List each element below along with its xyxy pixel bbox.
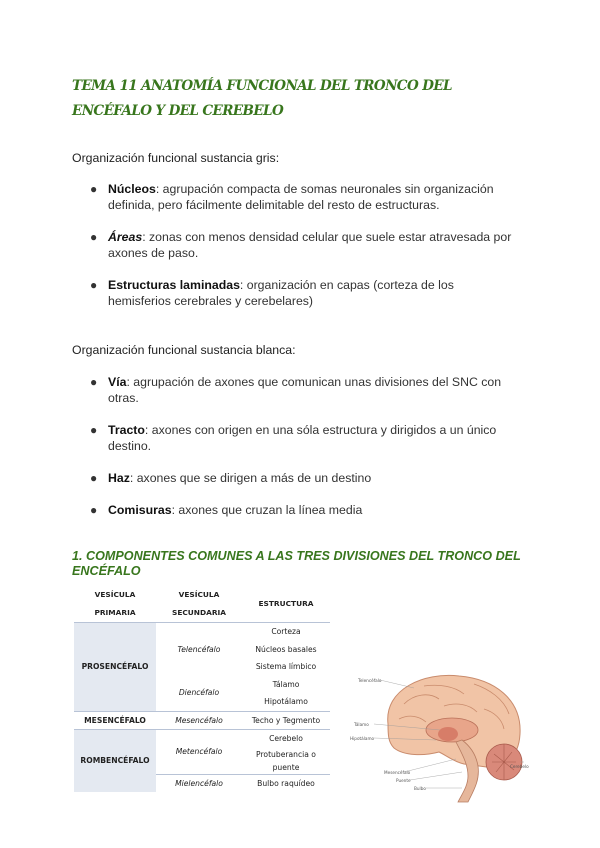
brain-label-cerebelo: Cerebelo [510, 764, 529, 769]
table-row [74, 711, 330, 730]
term: Núcleos [108, 182, 156, 196]
cell-diencefalo: Diencéfalo [178, 688, 220, 698]
term: Áreas [108, 230, 143, 244]
cell-estructura: Bulbo raquídeo [242, 774, 330, 792]
header-secundaria: VESÍCULA SECUNDARIA [172, 590, 226, 617]
cell-prosencefalo: PROSENCÉFALO [74, 623, 156, 712]
bullet-icon: ● [90, 375, 98, 389]
cell-estructura: Núcleos basales [255, 644, 317, 654]
list-item [90, 229, 520, 261]
definition: : axones que se dirigen a más de un destino [129, 471, 372, 485]
list-item [90, 374, 520, 406]
term: Tracto [108, 423, 145, 437]
term: Vía [108, 375, 127, 389]
gris-list [90, 181, 520, 309]
vesiculas-table [74, 586, 330, 792]
definition: : agrupación de axones que comunican unas divisiones del SNC con otras. [108, 375, 502, 405]
list-item [90, 502, 520, 518]
brain-label-mesencefalo: Mesencéfalo [384, 770, 411, 775]
definition: : axones que cruzan la línea media [171, 503, 363, 517]
cell-estructura: Hipotálamo [264, 697, 308, 706]
brain-label-hipotalamo: Hipotálamo [350, 736, 375, 741]
cell-estructura: Tálamo [272, 679, 300, 689]
brain-label-telencefalo: Telencéfalo [358, 678, 382, 683]
definition: : axones con origen en una sóla estructura y dirigidos a un único destino. [108, 423, 497, 453]
cell-metencefalo: Metencéfalo [156, 730, 242, 775]
term: Comisuras [108, 503, 172, 517]
bullet-icon: ● [90, 230, 98, 244]
cell-estructura: Sistema límbico [255, 662, 317, 671]
blanca-list [90, 374, 520, 518]
table-row [74, 730, 330, 748]
bullet-icon: ● [90, 423, 98, 437]
table-row [74, 623, 330, 641]
cell-mesencefalo-primaria: MESENCÉFALO [74, 711, 156, 730]
term: Haz [108, 471, 130, 485]
bullet-icon: ● [90, 182, 98, 196]
table-header-row [74, 586, 330, 623]
list-item [90, 470, 520, 486]
cell-mielencefalo: Mielencéfalo [156, 774, 242, 792]
bullet-icon: ● [90, 278, 98, 292]
definition: : agrupación compacta de somas neuronales sin organización definida, pero fácilmente delimitable del resto de estructuras. [108, 182, 494, 212]
section-heading: 1. COMPONENTES COMUNES A LAS TRES DIVISIONES DEL TRONCO DEL ENCÉFALO [72, 549, 521, 578]
cell-estructura: Techo y Tegmento [242, 711, 330, 730]
page-title: TEMA 11 ANATOMÍA FUNCIONAL DEL TRONCO DEL ENCÉFALO Y DEL CEREBELO [72, 78, 452, 119]
brain-label-puente: Puente [396, 778, 411, 783]
cell-estructura: Protuberancia o puente [256, 749, 316, 772]
blanca-intro: Organización funcional sustancia blanca: [72, 343, 296, 357]
cell-estructura: Cerebelo [242, 730, 330, 748]
header-primaria: VESÍCULA PRIMARIA [94, 590, 136, 617]
bullet-icon: ● [90, 471, 98, 485]
cell-mesencefalo: Mesencéfalo [156, 711, 242, 730]
cell-estructura: Corteza [242, 623, 330, 641]
brain-label-bulbo: Bulbo [414, 786, 426, 791]
list-item [90, 181, 520, 213]
brain-illustration [344, 664, 530, 804]
list-item [90, 277, 520, 309]
term: Estructuras laminadas [108, 278, 240, 292]
bullet-icon: ● [90, 503, 98, 517]
gris-intro: Organización funcional sustancia gris: [72, 151, 280, 165]
brain-label-talamo: Tálamo [354, 722, 369, 727]
definition: : organización en capas (corteza de los hemisferios cerebrales y cerebelares) [108, 278, 454, 308]
cell-telencefalo: Telencéfalo [156, 623, 242, 676]
brain-diagram [344, 664, 530, 804]
header-estructura: ESTRUCTURA [258, 599, 314, 608]
definition: : zonas con menos densidad celular que suele estar atravesada por axones de paso. [108, 230, 512, 260]
list-item [90, 422, 520, 454]
cell-rombencefalo: ROMBENCÉFALO [74, 730, 156, 793]
